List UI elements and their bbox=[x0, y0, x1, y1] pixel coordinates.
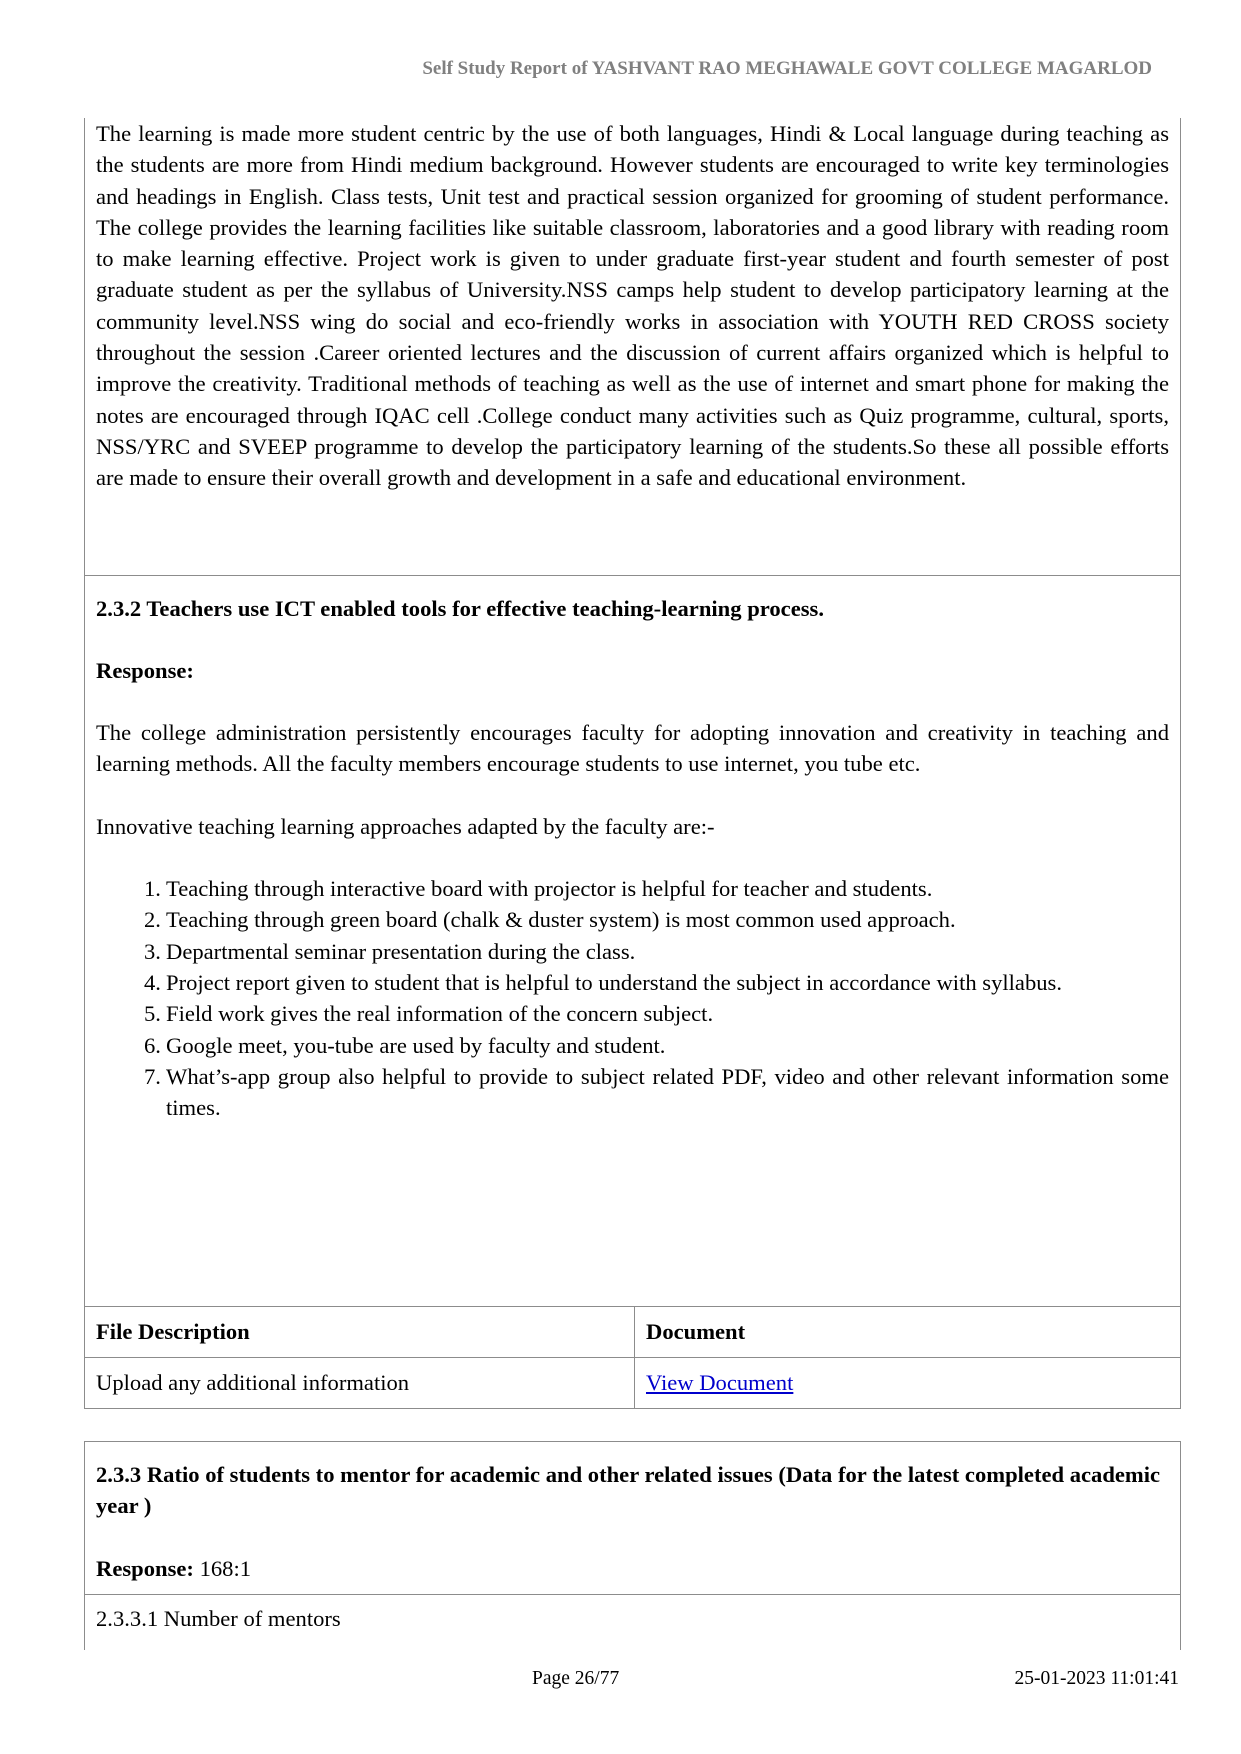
generated-timestamp: 25-01-2023 11:01:41 bbox=[1014, 1668, 1179, 1689]
table-row bbox=[85, 1358, 1181, 1409]
table-header-row bbox=[85, 1307, 1181, 1358]
view-document-link[interactable]: View Document bbox=[646, 1370, 794, 1395]
section-title-2-3-3: 2.3.3 Ratio of students to mentor for academic and other related issues (Data for the latest completed academic year ) bbox=[96, 1462, 1161, 1519]
response-label: Response: bbox=[96, 657, 194, 683]
document-cell bbox=[635, 1358, 1181, 1409]
mentor-ratio-value: 168:1 bbox=[193, 1555, 252, 1581]
list-item: 5. Field work gives the real information of the concern subject. bbox=[144, 1001, 714, 1027]
file-description-cell: Upload any additional information bbox=[85, 1358, 635, 1409]
number-of-mentors-label: 2.3.3.1 Number of mentors bbox=[96, 1605, 341, 1631]
ict-intro-paragraph: The college administration persistently encourages faculty for adopting innovation and creativity in teaching and learning methods. All the faculty members encourage students to use internet, you tube etc. bbox=[96, 720, 1169, 777]
list-item: 2. Teaching through green board (chalk & duster system) is most common used approach. bbox=[144, 907, 956, 933]
file-description-table bbox=[84, 1306, 1181, 1409]
page-number: Page 26/77 bbox=[532, 1668, 620, 1689]
list-item: 7. What’s-app group also helpful to provide to subject related PDF, video and other relevant information some times. bbox=[144, 1063, 1169, 1121]
list-item: 3. Departmental seminar presentation during the class. bbox=[144, 938, 636, 964]
list-item: 1. Teaching through interactive board with projector is helpful for teacher and students. bbox=[144, 876, 933, 902]
learning-paragraph: The learning is made more student centric by the use of both languages, Hindi & Local language during teaching as the students are more from Hindi medium background. However students are encouraged to write key terminologies and headings in English. Class tests, Unit test and practical session organized for grooming of student performance. The college provides the learning facilities like suitable classroom, laboratories and a good library with reading room to make learning effective. Project work is given to under graduate first-year student and fourth semester of post graduate student as per the syllabus of University.NSS camps help student to develop participatory learning at the community level.NSS wing do social and eco-friendly works in association with YOUTH RED CROSS society throughout the session .Career oriented lectures and the discussion of current affairs organized which is helpful to improve the creativity. Traditional methods of teaching as well as the use of internet and smart phone for making the notes are encouraged through IQAC cell .College conduct many activities such as Quiz programme, cultural, sports, NSS/YRC and SVEEP programme to develop the participatory learning of the students.So these all possible efforts are made to ensure their overall growth and development in a safe and educational environment. bbox=[96, 121, 1169, 491]
section-box-2-3-2 bbox=[84, 118, 1181, 1306]
section-title-2-3-2: 2.3.2 Teachers use ICT enabled tools for effective teaching-learning process. bbox=[96, 595, 824, 621]
response-label: Response: bbox=[96, 1555, 194, 1581]
column-header-document: Document bbox=[635, 1307, 1181, 1358]
approaches-list bbox=[96, 873, 1169, 1123]
section-box-2-3-3 bbox=[84, 1441, 1181, 1650]
approaches-intro: Innovative teaching learning approaches adapted by the faculty are:- bbox=[96, 813, 715, 839]
list-item: 4. Project report given to student that is helpful to understand the subject in accordance with syllabus. bbox=[144, 969, 1062, 995]
column-header-file-description: File Description bbox=[85, 1307, 635, 1358]
list-item: 6. Google meet, you-tube are used by faculty and student. bbox=[144, 1032, 666, 1058]
report-header: Self Study Report of YASHVANT RAO MEGHAWALE GOVT COLLEGE MAGARLOD bbox=[422, 58, 1152, 79]
response-line bbox=[96, 1553, 1169, 1594]
